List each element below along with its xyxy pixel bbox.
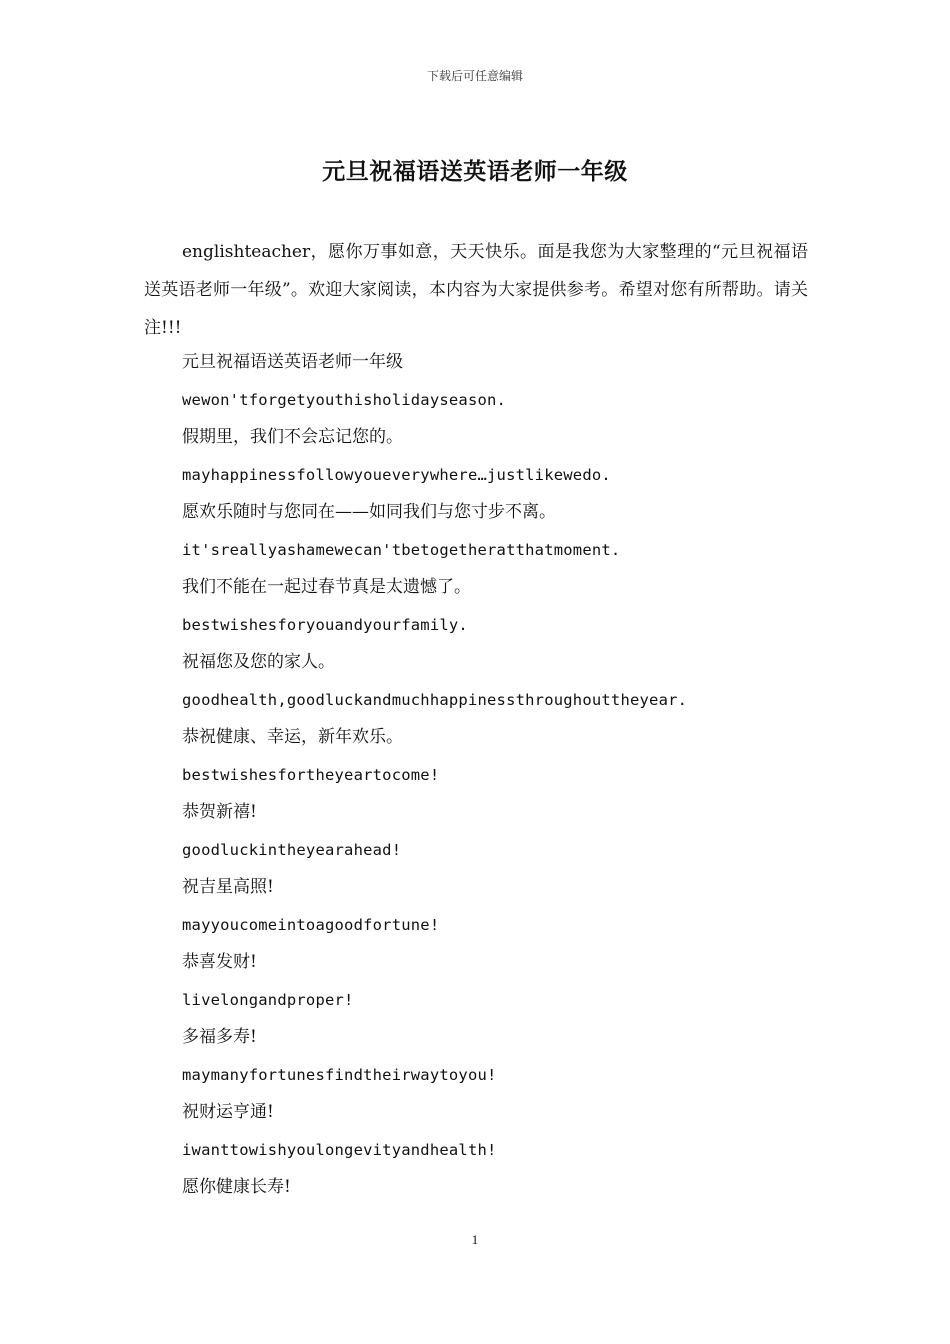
page-number: 1 <box>471 1232 479 1247</box>
list-item: livelongandproper! <box>182 990 354 1009</box>
list-item: iwanttowishyoulongevityandhealth! <box>182 1140 497 1159</box>
list-item: 我们不能在一起过春节真是太遗憾了。 <box>182 577 471 597</box>
list-item: 恭祝健康、幸运，新年欢乐。 <box>182 727 403 747</box>
list-item: 愿欢乐随时与您同在——如同我们与您寸步不离。 <box>182 502 556 522</box>
list-item: 恭喜发财! <box>182 952 257 972</box>
list-item: 多福多寿! <box>182 1027 257 1047</box>
list-item: 愿你健康长寿! <box>182 1177 291 1197</box>
list-item: it'sreallyashamewecan'tbetogetheratthatmoment. <box>182 540 621 559</box>
list-item: maymanyfortunesfindtheirwaytoyou! <box>182 1065 497 1084</box>
list-item: bestwishesforyouandyourfamily. <box>182 615 468 634</box>
list-item: 祝福您及您的家人。 <box>182 652 335 672</box>
list-item: 祝财运亨通! <box>182 1102 274 1122</box>
list-item: bestwishesfortheyeartocome! <box>182 765 440 784</box>
list-item: mayyoucomeintoagoodfortune! <box>182 915 440 934</box>
page-title: 元旦祝福语送英语老师一年级 <box>322 159 628 185</box>
intro-paragraph: englishteacher，愿你万事如意，天天快乐。面是我您为大家整理的“元旦祝福语送英语老师一年级”。欢迎大家阅读，本内容为大家提供参考。希望对您有所帮助。请关注!!! <box>144 242 808 338</box>
list-item: 祝吉星高照! <box>182 877 274 897</box>
content-lines <box>182 344 808 1207</box>
list-item: wewon'tforgetyouthisholidayseason. <box>182 390 507 409</box>
header-note: 下载后可任意编辑 <box>426 69 523 83</box>
list-item: mayhappinessfollowyoueverywhere…justlikewedo. <box>182 465 611 484</box>
list-item: goodluckintheyearahead! <box>182 840 402 859</box>
list-item: goodhealth,goodluckandmuchhappinessthroughouttheyear. <box>182 690 688 709</box>
list-item: 元旦祝福语送英语老师一年级 <box>182 352 403 372</box>
list-item: 恭贺新禧! <box>182 802 257 822</box>
list-item: 假期里，我们不会忘记您的。 <box>182 427 403 447</box>
